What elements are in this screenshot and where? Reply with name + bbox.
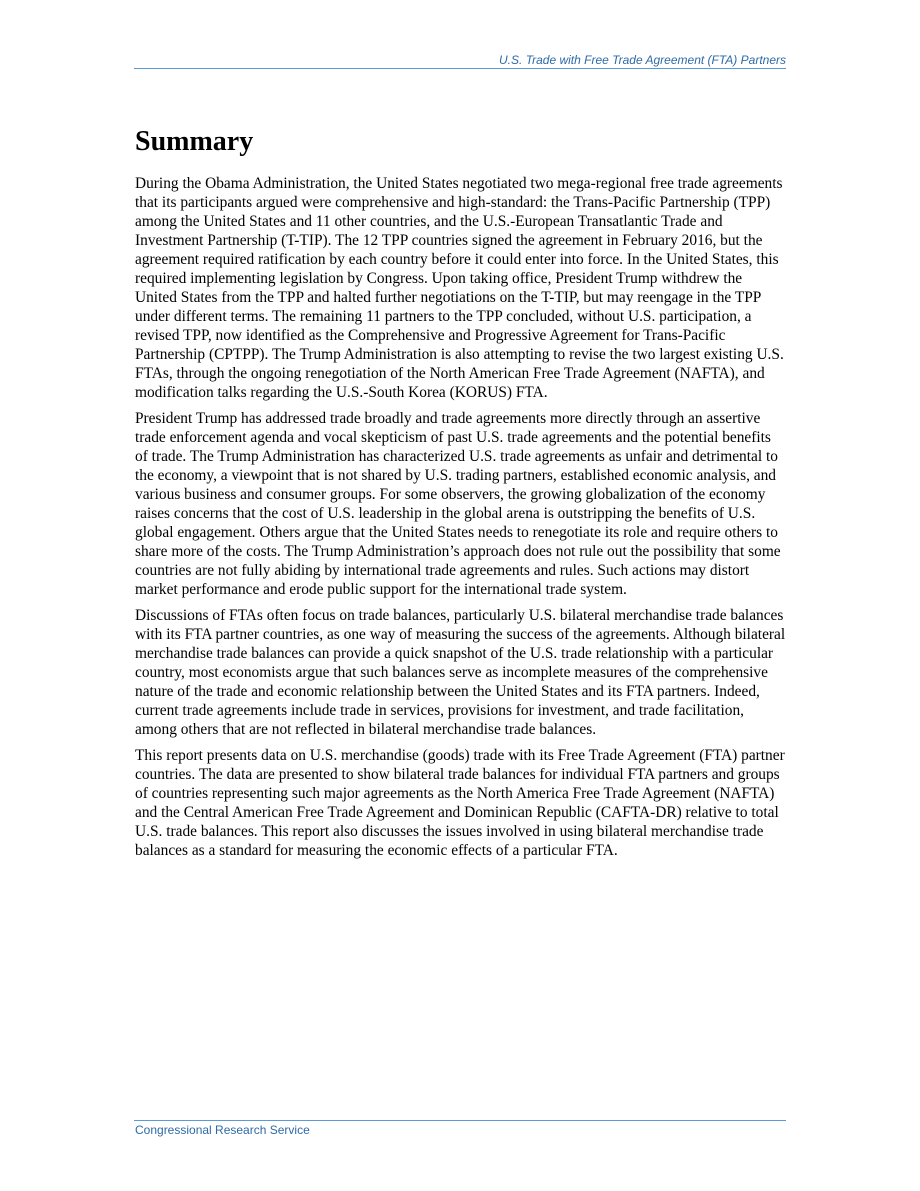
summary-paragraph-4: This report presents data on U.S. merchandise (goods) trade with its Free Trade Agreement (FTA) partner countries. The data are presented to show bilateral trade balances for individual FTA partners and groups of countries representing such major agreements as the North America Free Trade Agreement (NAFTA) and the Central American Free Trade Agreement and Dominican Republic (CAFTA-DR) relative to total U.S. trade balances. This report also discusses the issues involved in using bilateral merchandise trade balances as a standard for measuring the economic effects of a particular FTA. [135,747,785,859]
summary-paragraph-1: During the Obama Administration, the United States negotiated two mega-regional free trade agreements that its participants argued were comprehensive and high-standard: the Trans-Pacific Partnership (TPP) among the United States and 11 other countries, and the U.S.-European Transatlantic Trade and Investment Partnership (T-TIP). The 12 TPP countries signed the agreement in February 2016, but the agreement required ratification by each country before it could enter into force. In the United States, this required implementing legislation by Congress. Upon taking office, President Trump withdrew the United States from the TPP and halted further negotiations on the T-TIP, but may reengage in the TPP under different terms. The remaining 11 partners to the TPP concluded, without U.S. participation, a revised TPP, now identified as the Comprehensive and Progressive Agreement for Trans-Pacific Partnership (CPTPP). The Trump Administration is also attempting to revise the two largest existing U.S. FTAs, through the ongoing renegotiation of the North American Free Trade Agreement (NAFTA), and modification talks regarding the U.S.-South Korea (KORUS) FTA. [135,175,784,401]
footer-divider [134,1120,786,1121]
running-footer-publisher: Congressional Research Service [135,1123,310,1137]
summary-paragraph-3: Discussions of FTAs often focus on trade balances, particularly U.S. bilateral merchandise trade balances with its FTA partner countries, as one way of measuring the success of the agreements. Although bilateral merchandise trade balances can provide a quick snapshot of the U.S. trade relationship with a particular country, most economists argue that such balances serve as incomplete measures of the comprehensive nature of the trade and economic relationship between the United States and its FTA partners. Indeed, current trade agreements include trade in services, provisions for investment, and trade facilitation, among others that are not reflected in bilateral merchandise trade balances. [135,607,786,738]
section-heading-summary: Summary [135,126,254,157]
running-header-title: U.S. Trade with Free Trade Agreement (FTA) Partners [499,53,786,67]
document-body [135,122,787,867]
header-divider [134,68,786,69]
summary-paragraph-2: President Trump has addressed trade broadly and trade agreements more directly through an assertive trade enforcement agenda and vocal skepticism of past U.S. trade agreements and the potential benefits of trade. The Trump Administration has characterized U.S. trade agreements as unfair and detrimental to the economy, a viewpoint that is not shared by U.S. trading partners, established economic analysis, and various business and consumer groups. For some observers, the growing globalization of the economy raises concerns that the cost of U.S. leadership in the global arena is outstripping the benefits of U.S. global engagement. Others argue that the United States needs to renegotiate its role and require others to share more of the costs. The Trump Administration’s approach does not rule out the possibility that some countries are not fully abiding by international trade agreements and rules. Such actions may distort market performance and erode public support for the international trade system. [135,410,781,598]
